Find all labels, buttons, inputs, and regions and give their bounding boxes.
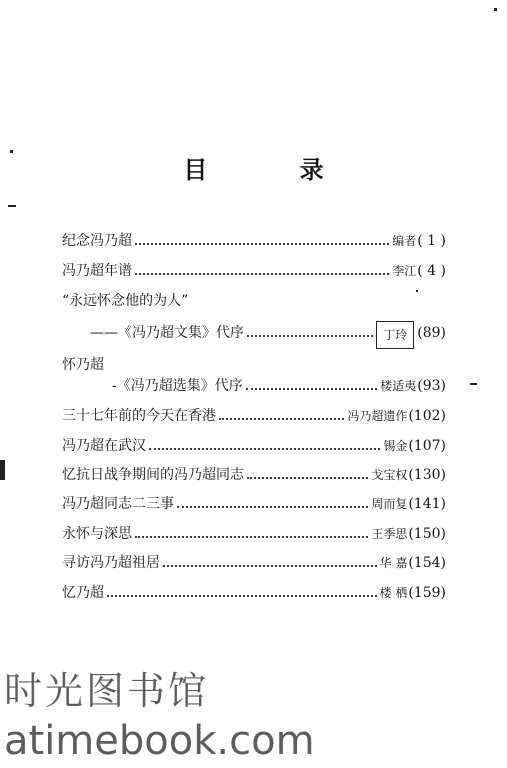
toc-entry[interactable] — [62, 433, 446, 455]
dot-leader — [163, 565, 377, 567]
toc-entry-heading[interactable]: 怀乃超 — [62, 357, 104, 373]
entry-page: (89) — [417, 325, 446, 341]
entry-page: ( 1 ) — [417, 233, 446, 249]
entry-title: 永怀与深思 — [62, 526, 132, 542]
toc-entry[interactable] — [62, 580, 446, 602]
dot-leader — [247, 477, 368, 479]
toc-heading: 目 录 — [183, 155, 366, 184]
toc-entry-heading[interactable]: “永远怀念他的为人” — [62, 293, 189, 309]
entry-author: 华 嘉 — [379, 556, 408, 570]
entry-author: 冯乃超遗作 — [347, 409, 408, 423]
scan-speck — [0, 460, 5, 480]
entry-title: 冯乃超年谱 — [62, 263, 132, 279]
entry-page: ( 4 ) — [417, 263, 446, 279]
entry-title: 冯乃超同志二三事 — [62, 496, 174, 512]
entry-page: (150) — [408, 526, 446, 542]
entry-author: 楼 栖 — [379, 586, 408, 600]
watermark-line1: 时光图书馆 — [4, 669, 210, 713]
toc-entry[interactable] — [62, 258, 446, 280]
toc-entry[interactable] — [62, 228, 446, 250]
dot-leader — [219, 418, 344, 420]
scan-speck — [8, 205, 16, 207]
entry-title: ——《冯乃超文集》代序 — [90, 325, 244, 341]
toc-entry[interactable] — [62, 403, 446, 425]
toc-entry[interactable] — [90, 320, 446, 342]
dot-leader — [135, 243, 389, 245]
toc-entry[interactable] — [62, 521, 446, 543]
dot-leader — [177, 506, 368, 508]
entry-author: 锡金 — [383, 439, 408, 453]
entry-page: (107) — [408, 438, 446, 454]
scan-speck — [416, 290, 418, 292]
entry-author: 编者 — [392, 234, 417, 248]
entry-author: 周而复 — [371, 497, 408, 511]
entry-title: 三十七年前的今天在香港 — [62, 408, 216, 424]
toc-entry[interactable] — [62, 550, 446, 572]
toc-entry[interactable] — [62, 491, 446, 513]
entry-page: (141) — [408, 496, 446, 512]
dot-leader — [247, 335, 373, 337]
entry-page: (102) — [408, 408, 446, 424]
entry-title: 忆乃超 — [62, 585, 104, 601]
entry-page: (159) — [408, 585, 446, 601]
entry-title: 忆抗日战争期间的冯乃超同志 — [62, 467, 244, 483]
toc-entry[interactable] — [62, 462, 446, 484]
entry-author: 戈宝权 — [371, 468, 408, 482]
entry-title: 冯乃超在武汉 — [62, 438, 146, 454]
entry-author: 楼适夷 — [380, 379, 417, 393]
toc-entry[interactable] — [112, 373, 446, 395]
dot-leader — [107, 595, 377, 597]
entry-title: 纪念冯乃超 — [62, 233, 132, 249]
entry-author: 王季思 — [371, 527, 408, 541]
entry-author: 李江 — [392, 264, 417, 278]
dot-leader — [246, 388, 378, 390]
watermark-line2: atimebook.com — [4, 718, 315, 764]
entry-page: (154) — [408, 555, 446, 571]
entry-author-boxed: 丁玲 — [376, 321, 414, 349]
dot-leader — [135, 273, 389, 275]
entry-page: (130) — [408, 467, 446, 483]
scan-speck — [10, 150, 13, 153]
entry-title: 寻访冯乃超祖居 — [62, 555, 160, 571]
dot-leader — [135, 536, 368, 538]
dot-leader — [149, 448, 380, 450]
entry-page: (93) — [417, 378, 446, 394]
scan-speck — [494, 8, 497, 11]
entry-title: -《冯乃超选集》代序 — [112, 378, 243, 394]
scan-speck — [470, 383, 477, 385]
